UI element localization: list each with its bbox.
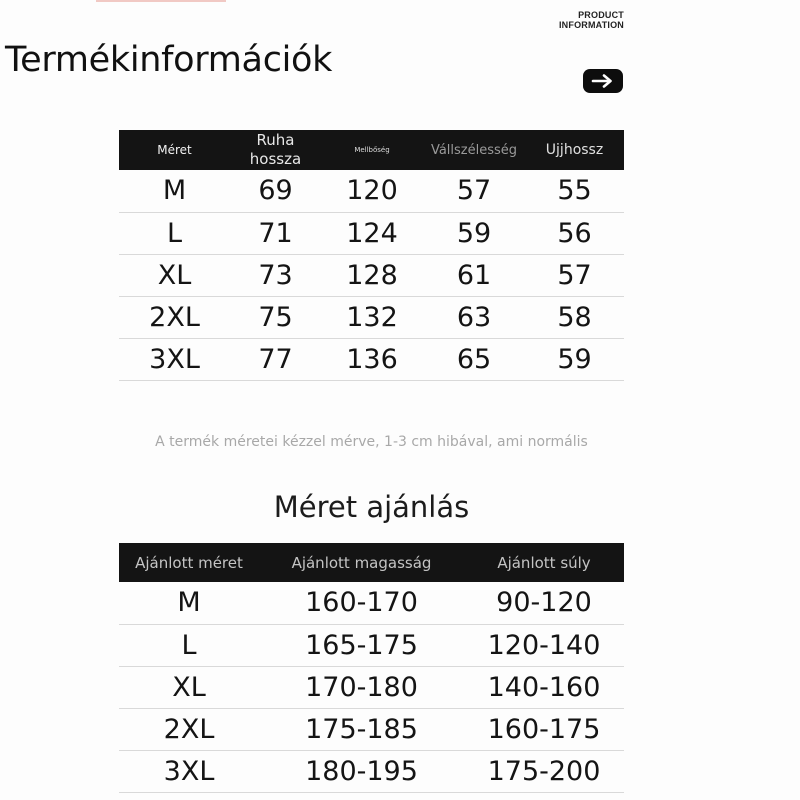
cell-height: 165-175 bbox=[259, 624, 464, 666]
cell-weight: 160-175 bbox=[464, 708, 624, 750]
measurement-note: A termék méretei kézzel mérve, 1-3 cm hibával, ami normális bbox=[155, 434, 588, 450]
header-shoulder: Vállszélesség bbox=[430, 142, 518, 158]
header-recommended-height: Ajánlott magasság bbox=[291, 553, 432, 572]
cell-shoulder: 65 bbox=[423, 338, 525, 380]
table-row bbox=[119, 624, 624, 666]
recommendation-table bbox=[119, 543, 624, 793]
size-table bbox=[119, 130, 624, 381]
cell-size: XL bbox=[119, 666, 259, 708]
table-row bbox=[119, 666, 624, 708]
cell-weight: 90-120 bbox=[464, 582, 624, 624]
cell-height: 180-195 bbox=[259, 750, 464, 792]
next-arrow-button[interactable] bbox=[583, 69, 623, 93]
cell-size: XL bbox=[119, 254, 230, 296]
cell-height: 175-185 bbox=[259, 708, 464, 750]
header-size: Méret bbox=[157, 143, 192, 157]
header-length-line1: Ruha bbox=[256, 131, 295, 149]
cell-chest: 120 bbox=[321, 170, 423, 212]
cell-chest: 136 bbox=[321, 338, 423, 380]
cell-size: L bbox=[119, 624, 259, 666]
cell-chest: 132 bbox=[321, 296, 423, 338]
cell-size: M bbox=[119, 582, 259, 624]
cell-length: 73 bbox=[230, 254, 321, 296]
header-length bbox=[230, 130, 321, 170]
cell-weight: 140-160 bbox=[464, 666, 624, 708]
cell-chest: 128 bbox=[321, 254, 423, 296]
table-row bbox=[119, 254, 624, 296]
table-row bbox=[119, 212, 624, 254]
table-row bbox=[119, 708, 624, 750]
table-row bbox=[119, 750, 624, 792]
badge-line-1: PRODUCT bbox=[578, 10, 624, 20]
cell-sleeve: 58 bbox=[525, 296, 624, 338]
recommendation-table-header bbox=[119, 543, 624, 582]
size-table-header bbox=[119, 130, 624, 170]
header-sleeve: Ujjhossz bbox=[545, 142, 604, 158]
product-information-badge bbox=[540, 10, 624, 30]
header-chest: Mellbőség bbox=[354, 146, 390, 154]
cell-chest: 124 bbox=[321, 212, 423, 254]
cell-sleeve: 59 bbox=[525, 338, 624, 380]
cell-size: 3XL bbox=[119, 750, 259, 792]
cell-size: 2XL bbox=[119, 708, 259, 750]
cell-shoulder: 57 bbox=[423, 170, 525, 212]
cell-length: 77 bbox=[230, 338, 321, 380]
table-row bbox=[119, 296, 624, 338]
cell-shoulder: 59 bbox=[423, 212, 525, 254]
cell-size: 2XL bbox=[119, 296, 230, 338]
cell-weight: 175-200 bbox=[464, 750, 624, 792]
cell-height: 160-170 bbox=[259, 582, 464, 624]
cell-sleeve: 56 bbox=[525, 212, 624, 254]
header-recommended-weight: Ajánlott súly bbox=[497, 553, 591, 572]
badge-line-2: INFORMATION bbox=[558, 20, 624, 30]
cell-size: 3XL bbox=[119, 338, 230, 380]
header-recommended-size: Ajánlott méret bbox=[135, 553, 243, 572]
cell-weight: 120-140 bbox=[464, 624, 624, 666]
table-row bbox=[119, 338, 624, 380]
cell-size: L bbox=[119, 212, 230, 254]
cell-shoulder: 63 bbox=[423, 296, 525, 338]
table-row bbox=[119, 582, 624, 624]
cell-length: 71 bbox=[230, 212, 321, 254]
page-title: Termékinformációk bbox=[5, 40, 333, 80]
arrow-right-icon bbox=[590, 73, 616, 89]
cell-size: M bbox=[119, 170, 230, 212]
top-accent-line bbox=[96, 0, 226, 2]
table-row bbox=[119, 170, 624, 212]
cell-sleeve: 57 bbox=[525, 254, 624, 296]
cell-length: 69 bbox=[230, 170, 321, 212]
cell-length: 75 bbox=[230, 296, 321, 338]
cell-height: 170-180 bbox=[259, 666, 464, 708]
header-length-line2: hossza bbox=[249, 150, 302, 168]
cell-sleeve: 55 bbox=[525, 170, 624, 212]
cell-shoulder: 61 bbox=[423, 254, 525, 296]
recommendation-title: Méret ajánlás bbox=[273, 490, 470, 524]
